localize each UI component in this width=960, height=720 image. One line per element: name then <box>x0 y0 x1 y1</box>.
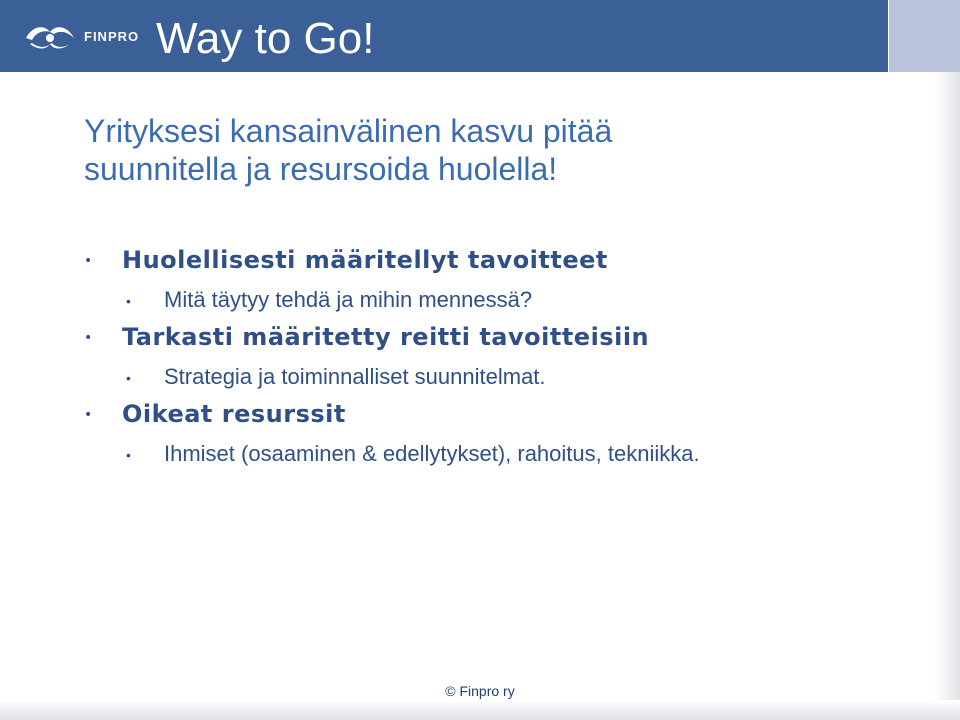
bullet-text: Oikeat resurssit <box>122 400 346 428</box>
bullet-level2 <box>126 287 532 313</box>
bullet-icon: • <box>126 447 131 464</box>
finpro-logo <box>22 12 152 60</box>
bullet-icon: • <box>126 293 131 310</box>
bullet-icon: • <box>84 330 93 346</box>
slide-subtitle <box>84 112 904 188</box>
subtitle-line-1: Yrityksesi kansainvälinen kasvu pitää <box>84 113 613 149</box>
bullet-icon: • <box>84 253 93 269</box>
bullet-text: Mitä täytyy tehdä ja mihin mennessä? <box>164 287 533 312</box>
logo-wordmark: FINPRO <box>84 28 140 44</box>
bullet-icon: • <box>84 407 93 423</box>
bullet-text: Strategia ja toiminnalliset suunnitelmat. <box>164 364 546 389</box>
bullet-level1 <box>84 246 608 274</box>
right-edge-shade <box>934 72 960 720</box>
bullet-level1 <box>84 323 649 351</box>
subtitle-line-2: suunnitella ja resursoida huolella! <box>84 151 558 187</box>
slide-title: Way to Go! <box>156 14 375 63</box>
footer-copyright: © Finpro ry <box>445 683 515 699</box>
bottom-edge-shade <box>0 700 960 720</box>
bullet-level2 <box>126 364 546 390</box>
bullet-level2 <box>126 441 700 467</box>
bullet-text: Ihmiset (osaaminen & edellytykset), rahoitus, tekniikka. <box>164 441 700 466</box>
bullet-text: Huolellisesti määritellyt tavoitteet <box>122 246 608 274</box>
finpro-logo-icon <box>22 16 78 56</box>
header-accent-block <box>889 0 960 72</box>
bullet-level1 <box>84 400 346 428</box>
bullet-icon: • <box>126 370 131 387</box>
bullet-text: Tarkasti määritetty reitti tavoitteisiin <box>122 323 650 351</box>
